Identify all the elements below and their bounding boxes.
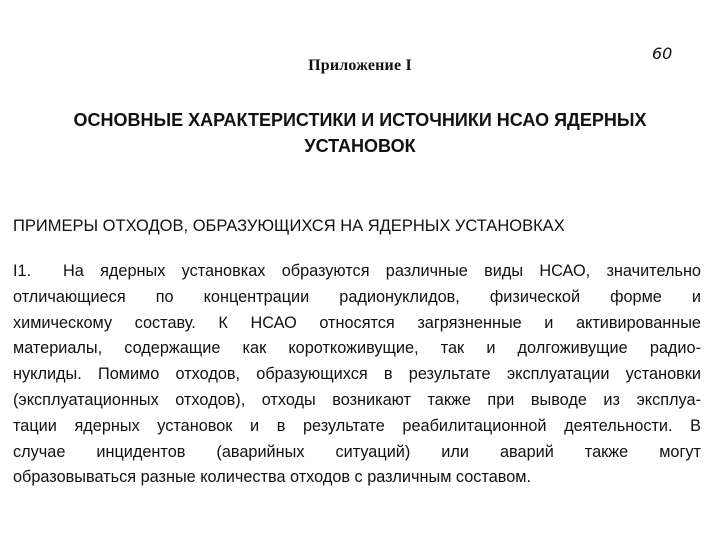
paragraph-line-8: случае инцидентов (аварийных ситуаций) или аварий также могут	[13, 442, 701, 461]
paragraph-line-9: образовываться разные количества отходов с различным составом.	[13, 468, 532, 487]
paragraph-line-5: нуклиды. Помимо отходов, образующихся в результате эксплуатации установки	[13, 365, 701, 384]
paragraph-line-3: химическому составу. К НСАО относятся загрязненные и активированные	[13, 313, 701, 332]
paragraph-line-7: тации ядерных установок и в результате реабилитационной деятельности. В	[13, 416, 701, 435]
paragraph-line-1	[13, 259, 701, 285]
paragraph-line-4: материалы, содержащие как короткоживущие, так и долгоживущие радио-	[13, 339, 701, 358]
paragraph-line-1-text: На ядерных установках образуются различные виды НСАО, значительно	[63, 262, 701, 280]
page-number: 60	[652, 44, 673, 63]
paragraph-number: I1.	[13, 262, 32, 280]
main-title-line-2: УСТАНОВОК	[304, 136, 416, 156]
paragraph-line-2: отличающиеся по концентрации радионуклидов, физической форме и	[13, 287, 701, 306]
paragraph-i1	[13, 259, 701, 491]
main-title-line-1: ОСНОВНЫЕ ХАРАКТЕРИСТИКИ И ИСТОЧНИКИ НСАО ЯДЕРНЫХ	[73, 110, 647, 130]
appendix-title: Приложение I	[308, 57, 412, 74]
paragraph-line-6: (эксплуатационных отходов), отходы возникают также при выводе из эксплуа-	[13, 390, 701, 409]
section-heading: ПРИМЕРЫ ОТХОДОВ, ОБРАЗУЮЩИХСЯ НА ЯДЕРНЫХ УСТАНОВКАХ	[13, 217, 565, 235]
main-title	[20, 107, 700, 159]
